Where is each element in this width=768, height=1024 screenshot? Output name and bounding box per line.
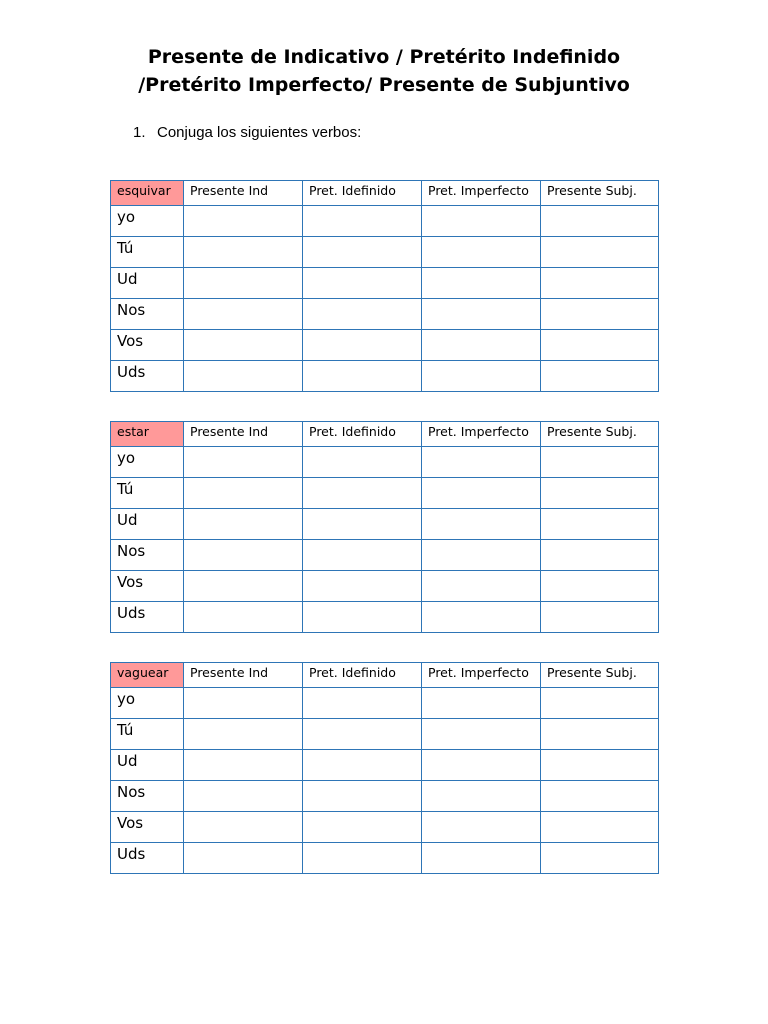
answer-cell[interactable] xyxy=(303,571,422,602)
answer-cell[interactable] xyxy=(303,719,422,750)
answer-cell[interactable] xyxy=(303,478,422,509)
column-header: Pret. Idefinido xyxy=(303,422,422,447)
answer-cell[interactable] xyxy=(184,237,303,268)
answer-cell[interactable] xyxy=(541,719,659,750)
answer-cell[interactable] xyxy=(541,843,659,874)
table-row xyxy=(111,540,659,571)
pronoun-cell: Nos xyxy=(111,781,184,812)
conjugation-table-vaguear xyxy=(110,662,659,874)
pronoun-cell: Vos xyxy=(111,571,184,602)
answer-cell[interactable] xyxy=(541,812,659,843)
verb-cell: vaguear xyxy=(111,663,184,688)
answer-cell[interactable] xyxy=(303,330,422,361)
answer-cell[interactable] xyxy=(541,447,659,478)
conjugation-table-estar xyxy=(110,421,659,633)
answer-cell[interactable] xyxy=(184,750,303,781)
column-header: Presente Ind xyxy=(184,422,303,447)
pronoun-cell: Tú xyxy=(111,478,184,509)
answer-cell[interactable] xyxy=(303,268,422,299)
verb-cell: esquivar xyxy=(111,181,184,206)
instruction-text: Conjuga los siguientes verbos: xyxy=(157,124,362,141)
answer-cell[interactable] xyxy=(541,361,659,392)
table-row xyxy=(111,602,659,633)
table-row xyxy=(111,812,659,843)
answer-cell[interactable] xyxy=(184,330,303,361)
pronoun-cell: yo xyxy=(111,206,184,237)
answer-cell[interactable] xyxy=(184,361,303,392)
table-row xyxy=(111,571,659,602)
pronoun-cell: Ud xyxy=(111,268,184,299)
verb-cell: estar xyxy=(111,422,184,447)
answer-cell[interactable] xyxy=(184,478,303,509)
page-title: Presente de Indicativo / Pretérito Indefinido /Pretérito Imperfecto/ Presente de Subjuntivo xyxy=(138,46,630,96)
column-header: Presente Subj. xyxy=(541,663,659,688)
answer-cell[interactable] xyxy=(422,843,541,874)
table-row xyxy=(111,688,659,719)
answer-cell[interactable] xyxy=(184,843,303,874)
answer-cell[interactable] xyxy=(184,540,303,571)
instruction xyxy=(133,124,361,142)
answer-cell[interactable] xyxy=(422,237,541,268)
instruction-number: 1. xyxy=(133,124,146,141)
table-header-row xyxy=(111,181,659,206)
column-header: Pret. Imperfecto xyxy=(422,181,541,206)
answer-cell[interactable] xyxy=(422,719,541,750)
answer-cell[interactable] xyxy=(184,602,303,633)
column-header: Pret. Idefinido xyxy=(303,663,422,688)
column-header: Pret. Imperfecto xyxy=(422,663,541,688)
answer-cell[interactable] xyxy=(184,719,303,750)
answer-cell[interactable] xyxy=(422,361,541,392)
answer-cell[interactable] xyxy=(303,812,422,843)
pronoun-cell: Tú xyxy=(111,719,184,750)
conjugation-table-esquivar xyxy=(110,180,659,392)
table-row xyxy=(111,843,659,874)
answer-cell[interactable] xyxy=(303,843,422,874)
answer-cell[interactable] xyxy=(541,478,659,509)
answer-cell[interactable] xyxy=(184,206,303,237)
answer-cell[interactable] xyxy=(541,781,659,812)
pronoun-cell: yo xyxy=(111,688,184,719)
table-header-row xyxy=(111,663,659,688)
answer-cell[interactable] xyxy=(303,447,422,478)
column-header: Presente Subj. xyxy=(541,181,659,206)
answer-cell[interactable] xyxy=(303,237,422,268)
table-row xyxy=(111,206,659,237)
answer-cell[interactable] xyxy=(541,330,659,361)
answer-cell[interactable] xyxy=(422,478,541,509)
answer-cell[interactable] xyxy=(184,299,303,330)
column-header: Pret. Imperfecto xyxy=(422,422,541,447)
table-row xyxy=(111,750,659,781)
answer-cell[interactable] xyxy=(303,299,422,330)
answer-cell[interactable] xyxy=(541,602,659,633)
table-row xyxy=(111,237,659,268)
answer-cell[interactable] xyxy=(184,781,303,812)
answer-cell[interactable] xyxy=(541,299,659,330)
column-header: Pret. Idefinido xyxy=(303,181,422,206)
answer-cell[interactable] xyxy=(184,812,303,843)
answer-cell[interactable] xyxy=(184,509,303,540)
table-header-row xyxy=(111,422,659,447)
table-row xyxy=(111,268,659,299)
table-row xyxy=(111,719,659,750)
answer-cell[interactable] xyxy=(541,237,659,268)
answer-cell[interactable] xyxy=(541,206,659,237)
column-header: Presente Ind xyxy=(184,181,303,206)
answer-cell[interactable] xyxy=(303,509,422,540)
answer-cell[interactable] xyxy=(422,750,541,781)
pronoun-cell: Uds xyxy=(111,602,184,633)
table-row xyxy=(111,509,659,540)
answer-cell[interactable] xyxy=(422,447,541,478)
pronoun-cell: yo xyxy=(111,447,184,478)
answer-cell[interactable] xyxy=(303,361,422,392)
answer-cell[interactable] xyxy=(422,509,541,540)
answer-cell[interactable] xyxy=(303,750,422,781)
answer-cell[interactable] xyxy=(422,602,541,633)
table-row xyxy=(111,361,659,392)
answer-cell[interactable] xyxy=(422,812,541,843)
answer-cell[interactable] xyxy=(303,602,422,633)
answer-cell[interactable] xyxy=(303,688,422,719)
answer-cell[interactable] xyxy=(541,750,659,781)
pronoun-cell: Tú xyxy=(111,237,184,268)
pronoun-cell: Ud xyxy=(111,509,184,540)
pronoun-cell: Uds xyxy=(111,843,184,874)
answer-cell[interactable] xyxy=(422,688,541,719)
table-row xyxy=(111,330,659,361)
pronoun-cell: Uds xyxy=(111,361,184,392)
pronoun-cell: Ud xyxy=(111,750,184,781)
column-header: Presente Ind xyxy=(184,663,303,688)
answer-cell[interactable] xyxy=(303,206,422,237)
answer-cell[interactable] xyxy=(422,571,541,602)
table-row xyxy=(111,447,659,478)
pronoun-cell: Nos xyxy=(111,540,184,571)
answer-cell[interactable] xyxy=(422,330,541,361)
answer-cell[interactable] xyxy=(303,540,422,571)
answer-cell[interactable] xyxy=(541,509,659,540)
pronoun-cell: Vos xyxy=(111,330,184,361)
column-header: Presente Subj. xyxy=(541,422,659,447)
answer-cell[interactable] xyxy=(541,540,659,571)
answer-cell[interactable] xyxy=(184,571,303,602)
table-row xyxy=(111,781,659,812)
answer-cell[interactable] xyxy=(184,447,303,478)
answer-cell[interactable] xyxy=(422,268,541,299)
answer-cell[interactable] xyxy=(422,781,541,812)
answer-cell[interactable] xyxy=(422,206,541,237)
answer-cell[interactable] xyxy=(541,268,659,299)
pronoun-cell: Nos xyxy=(111,299,184,330)
table-row xyxy=(111,299,659,330)
pronoun-cell: Vos xyxy=(111,812,184,843)
answer-cell[interactable] xyxy=(184,268,303,299)
table-row xyxy=(111,478,659,509)
answer-cell[interactable] xyxy=(541,571,659,602)
answer-cell[interactable] xyxy=(303,781,422,812)
answer-cell[interactable] xyxy=(422,299,541,330)
answer-cell[interactable] xyxy=(541,688,659,719)
answer-cell[interactable] xyxy=(184,688,303,719)
answer-cell[interactable] xyxy=(422,540,541,571)
